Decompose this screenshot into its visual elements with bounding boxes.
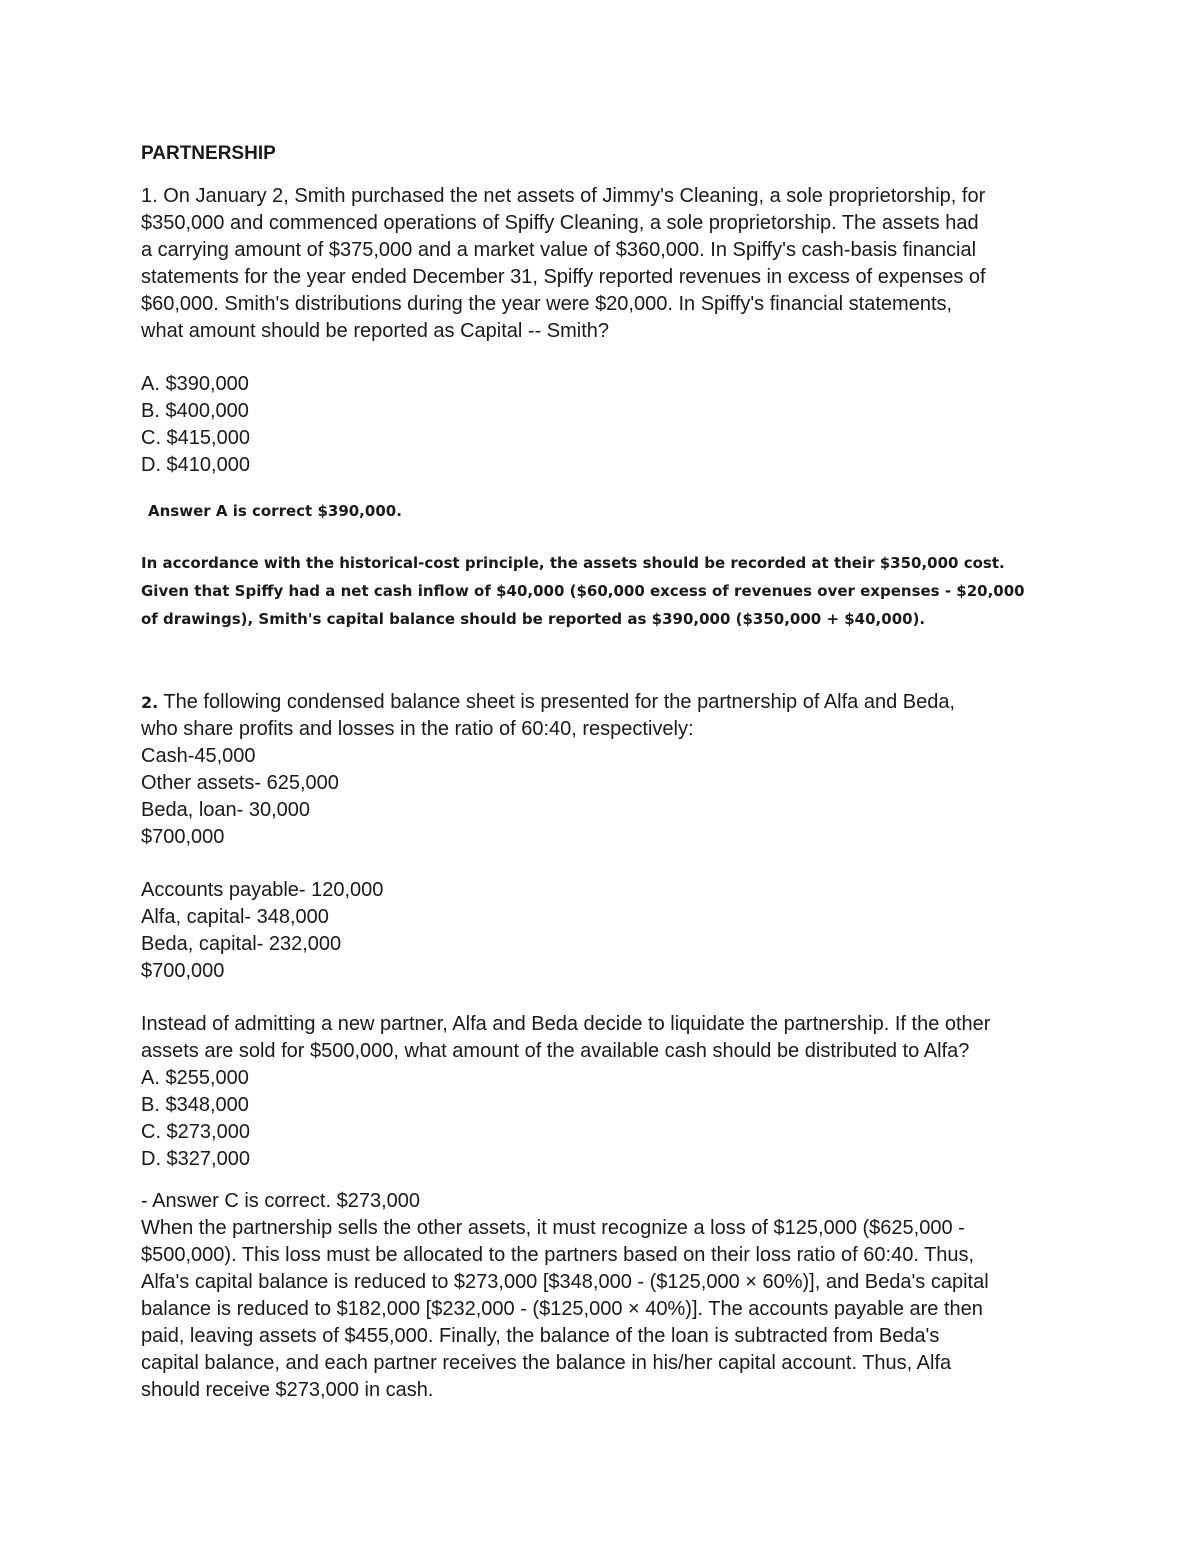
- q2-liabilities-total: $700,000: [141, 960, 225, 982]
- q1-option-a: A. $390,000: [141, 373, 249, 395]
- q1-line: a carrying amount of $375,000 and a market value of $360,000. In Spiffy's cash-basis financial: [141, 239, 977, 261]
- document-page: [141, 140, 1071, 1404]
- q2-asset-loan: Beda, loan- 30,000: [141, 799, 311, 821]
- q2-question-line: Instead of admitting a new partner, Alfa and Beda decide to liquidate the partnership. If the other: [141, 1013, 991, 1035]
- q2-option-c: C. $273,000: [141, 1121, 250, 1143]
- q2-beda-capital: Beda, capital- 232,000: [141, 933, 342, 955]
- q2-explanation-line: When the partnership sells the other assets, it must recognize a loss of $125,000 ($625,000 -: [141, 1217, 965, 1239]
- question-1-options: [141, 371, 1071, 479]
- q2-explanation-line: should receive $273,000 in cash.: [141, 1379, 434, 1401]
- q2-explanation-line: capital balance, and each partner receives the balance in his/her capital account. Thus, Alfa: [141, 1352, 952, 1374]
- document-title: PARTNERSHIP: [141, 143, 276, 164]
- q1-explanation: [141, 549, 1071, 633]
- q1-line: 1. On January 2, Smith purchased the net assets of Jimmy's Cleaning, a sole proprietorship, for: [141, 185, 986, 207]
- q2-explanation-line: paid, leaving assets of $455,000. Finally, the balance of the loan is subtracted from Beda's: [141, 1325, 940, 1347]
- question-1-text: [141, 183, 1071, 345]
- q2-intro-first: The following condensed balance sheet is presented for the partnership of Alfa and Beda,: [158, 691, 956, 713]
- q1-line: $60,000. Smith's distributions during the year were $20,000. In Spiffy's financial statements,: [141, 293, 953, 315]
- q2-asset-cash: Cash-45,000: [141, 745, 256, 767]
- q1-answer: Answer A is correct $390,000.: [148, 502, 402, 520]
- q1-explanation-line: In accordance with the historical-cost principle, the assets should be recorded at their $350,000 cost.: [141, 554, 1005, 572]
- q2-answer: - Answer C is correct. $273,000: [141, 1190, 421, 1212]
- question-2-liabilities: [141, 877, 1071, 985]
- q2-option-d: D. $327,000: [141, 1148, 250, 1170]
- question-2-question: [141, 1011, 1071, 1173]
- q1-option-b: B. $400,000: [141, 400, 249, 422]
- q2-number: 2.: [141, 693, 159, 712]
- q2-explanation-line: balance is reduced to $182,000 [$232,000 - ($125,000 × 40%)]. The accounts payable are then: [141, 1298, 983, 1320]
- q2-accounts-payable: Accounts payable- 120,000: [141, 879, 384, 901]
- q2-explanation-line: $500,000). This loss must be allocated to the partners based on their loss ratio of 60:40. Thus,: [141, 1244, 975, 1266]
- q2-asset-total: $700,000: [141, 826, 225, 848]
- q1-option-c: C. $415,000: [141, 427, 250, 449]
- q1-explanation-line: Given that Spiffy had a net cash inflow of $40,000 ($60,000 excess of revenues over expenses - $20,000: [141, 582, 1025, 600]
- q2-intro-second: who share profits and losses in the ratio of 60:40, respectively:: [141, 718, 694, 740]
- q2-option-a: A. $255,000: [141, 1067, 249, 1089]
- q1-line: statements for the year ended December 31, Spiffy reported revenues in excess of expenses of: [141, 266, 986, 288]
- q1-explanation-line: of drawings), Smith's capital balance should be reported as $390,000 ($350,000 + $40,000).: [141, 610, 926, 628]
- question-2-intro: [141, 689, 1071, 851]
- question-2-answer: [141, 1188, 1071, 1404]
- q1-line: $350,000 and commenced operations of Spiffy Cleaning, a sole proprietorship. The assets had: [141, 212, 979, 234]
- q2-alfa-capital: Alfa, capital- 348,000: [141, 906, 329, 928]
- q2-explanation-line: Alfa's capital balance is reduced to $273,000 [$348,000 - ($125,000 × 60%)], and Beda's capital: [141, 1271, 989, 1293]
- q1-line: what amount should be reported as Capital -- Smith?: [141, 320, 610, 342]
- q2-question-line: assets are sold for $500,000, what amount of the available cash should be distributed to Alfa?: [141, 1040, 970, 1062]
- q2-option-b: B. $348,000: [141, 1094, 249, 1116]
- q2-asset-other: Other assets- 625,000: [141, 772, 339, 794]
- q1-option-d: D. $410,000: [141, 454, 250, 476]
